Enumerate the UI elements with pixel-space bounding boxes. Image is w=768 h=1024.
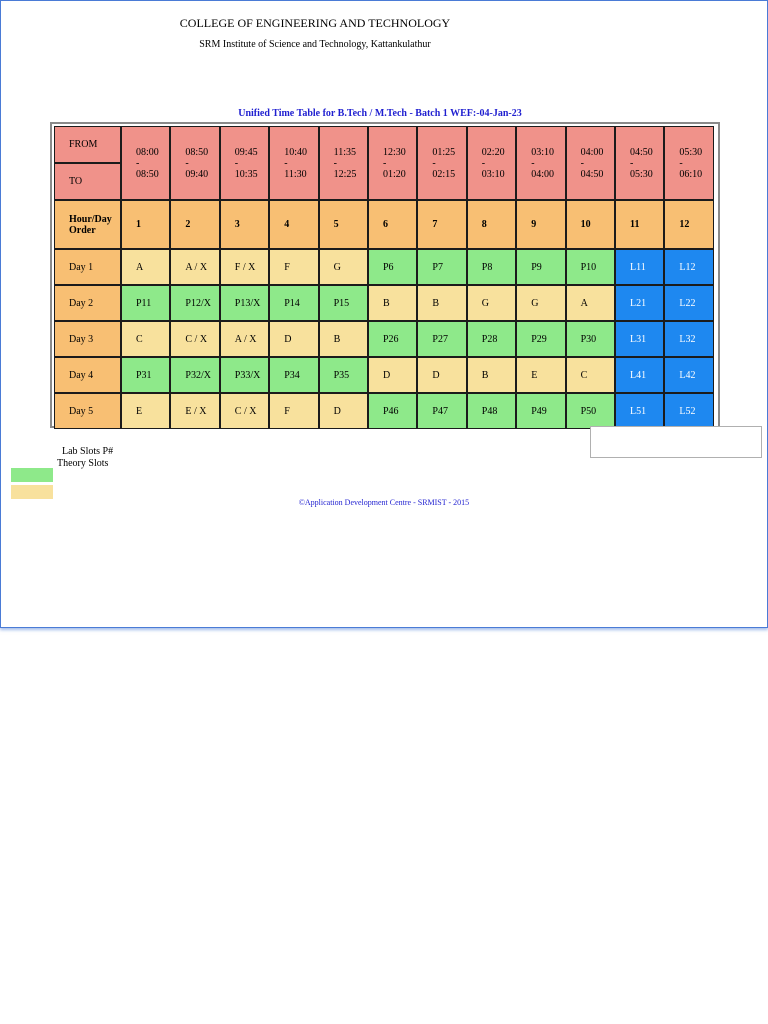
slot-code: P9 [531, 261, 542, 273]
time-dash: - [531, 157, 535, 169]
slot-code: P33/X [234, 369, 261, 381]
slot-code: P11 [136, 297, 152, 309]
slot-cell [170, 249, 219, 285]
slot-code: L31 [630, 333, 647, 345]
slot-code: P12/X [185, 297, 211, 309]
time-from: 08:50 [185, 146, 209, 158]
slot-cell [170, 285, 219, 321]
hour-number-cell [220, 200, 269, 249]
slot-cell [516, 285, 565, 321]
order-label-line2: Order [69, 224, 96, 236]
hour-number: 1 [136, 219, 141, 230]
legend-theory-swatch [11, 485, 53, 499]
hour-number-cell [319, 200, 368, 249]
slot-code: E / X [185, 405, 207, 417]
college-name: COLLEGE OF ENGINEERING AND TECHNOLOGY [179, 16, 451, 30]
slot-code: C / X [185, 333, 208, 345]
slot-cell [566, 285, 615, 321]
slot-cell [220, 321, 269, 357]
time-cell [417, 126, 466, 200]
slot-code: L32 [679, 333, 696, 345]
time-from: 05:30 [679, 146, 703, 158]
slot-cell [615, 357, 664, 393]
time-to: 04:50 [580, 168, 604, 180]
slot-cell [220, 249, 269, 285]
slot-code: D [383, 369, 391, 381]
slot-cell [615, 393, 664, 429]
slot-cell [121, 321, 170, 357]
time-cell [220, 126, 269, 200]
hour-number: 5 [333, 219, 339, 230]
slot-cell [664, 285, 713, 321]
time-from: 09:45 [234, 146, 258, 158]
time-from: 02:20 [481, 146, 505, 158]
slot-code: L21 [630, 297, 647, 309]
slot-cell [269, 357, 318, 393]
slot-code: A / X [185, 261, 208, 273]
time-from: 11:35 [333, 146, 357, 158]
slot-cell [566, 393, 615, 429]
to-label-cell [54, 163, 121, 200]
slot-cell [121, 393, 170, 429]
time-cell [615, 126, 664, 200]
day-label: Day 4 [69, 369, 94, 381]
time-to: 10:35 [234, 168, 258, 180]
slot-cell [615, 249, 664, 285]
time-dash: - [679, 157, 683, 169]
slot-cell [467, 357, 516, 393]
hour-number-cell [467, 200, 516, 249]
slot-code: P13/X [234, 297, 261, 309]
slot-code: P27 [432, 333, 448, 345]
hour-number-cell [566, 200, 615, 249]
slot-cell [467, 285, 516, 321]
from-label-cell [54, 126, 121, 163]
hour-number: 4 [284, 219, 290, 230]
empty-box [590, 426, 762, 458]
slot-code: G [481, 297, 490, 309]
slot-code: P8 [481, 261, 493, 273]
slot-cell [664, 249, 713, 285]
time-cell [516, 126, 565, 200]
time-from: 04:50 [630, 146, 653, 158]
time-cell [269, 126, 318, 200]
hour-number-cell [417, 200, 466, 249]
slot-code: L51 [630, 405, 647, 417]
slot-cell [467, 393, 516, 429]
slot-cell [516, 357, 565, 393]
slot-cell [368, 249, 417, 285]
slot-code: P26 [383, 333, 399, 345]
slot-code: E [531, 369, 538, 381]
hour-number: 9 [531, 219, 537, 230]
slot-cell [319, 393, 368, 429]
slot-cell [664, 393, 713, 429]
time-to: 04:00 [531, 168, 554, 180]
hour-number-cell [664, 200, 713, 249]
slot-code: A [136, 261, 144, 273]
slot-cell [170, 321, 219, 357]
slot-cell [220, 357, 269, 393]
slot-code: F [284, 261, 290, 273]
slot-code: L41 [630, 369, 647, 381]
time-cell [664, 126, 713, 200]
slot-cell [615, 321, 664, 357]
slot-cell [121, 357, 170, 393]
slot-cell [664, 357, 713, 393]
from-label: FROM [69, 139, 98, 150]
time-to: 09:40 [185, 168, 209, 180]
hour-number-cell [269, 200, 318, 249]
time-cell [467, 126, 516, 200]
slot-cell [269, 285, 318, 321]
slot-code: P49 [531, 405, 547, 417]
time-from: 04:00 [580, 146, 604, 158]
day-label-cell [54, 393, 121, 429]
time-from: 08:00 [136, 146, 159, 158]
slot-cell [368, 393, 417, 429]
slot-cell [417, 357, 466, 393]
day-label: Day 5 [69, 405, 94, 417]
time-to: 01:20 [383, 168, 406, 180]
slot-code: L52 [679, 405, 696, 417]
slot-code: L12 [679, 261, 696, 273]
slot-code: C [136, 333, 143, 345]
slot-code: P14 [284, 297, 300, 309]
day-label: Day 1 [69, 261, 94, 273]
slot-cell [368, 357, 417, 393]
slot-code: P30 [580, 333, 597, 345]
time-from: 10:40 [284, 146, 307, 158]
timetable-grid [50, 122, 720, 428]
slot-cell [319, 321, 368, 357]
time-dash: - [333, 157, 337, 169]
slot-cell [516, 393, 565, 429]
day-label-cell [54, 357, 121, 393]
time-to: 11:30 [284, 168, 307, 180]
hour-number-cell [368, 200, 417, 249]
time-from: 12:30 [383, 146, 406, 158]
time-cell [319, 126, 368, 200]
time-to: 06:10 [679, 168, 703, 180]
time-dash: - [481, 157, 486, 169]
slot-code: P28 [481, 333, 498, 345]
slot-code: P34 [284, 369, 300, 381]
timetable-title: Unified Time Table for B.Tech / M.Tech - Batch 1 WEF:-04-Jan-23 [238, 108, 522, 119]
time-to: 08:50 [136, 168, 159, 180]
time-cell [566, 126, 615, 200]
slot-cell [566, 357, 615, 393]
legend-lab-swatch [11, 468, 53, 482]
day-label-cell [54, 249, 121, 285]
hour-number-cell [170, 200, 219, 249]
time-from: 03:10 [531, 146, 554, 158]
slot-code: L22 [679, 297, 696, 309]
slot-code: P15 [333, 297, 350, 309]
slot-cell [170, 357, 219, 393]
slot-cell [220, 393, 269, 429]
slot-code: B [432, 297, 440, 309]
hour-number: 2 [185, 219, 191, 230]
slot-code: P29 [531, 333, 547, 345]
day-label-cell [54, 321, 121, 357]
slot-code: P10 [580, 261, 597, 273]
slot-cell [269, 249, 318, 285]
time-from: 01:25 [432, 146, 456, 158]
slot-cell [170, 393, 219, 429]
time-dash: - [284, 157, 288, 169]
slot-code: P35 [333, 369, 350, 381]
slot-cell [467, 321, 516, 357]
slot-code: P6 [383, 261, 394, 273]
slot-code: D [432, 369, 440, 381]
hour-number: 10 [580, 219, 591, 230]
time-cell [368, 126, 417, 200]
time-dash: - [234, 157, 239, 169]
slot-code: C / X [234, 405, 257, 417]
slot-code: P31 [136, 369, 152, 381]
slot-code: G [333, 261, 341, 273]
slot-code: A [580, 297, 588, 309]
time-dash: - [432, 157, 436, 169]
slot-code: E [136, 405, 143, 417]
order-label-line1: Hour/Day [69, 213, 112, 225]
slot-code: P46 [383, 405, 399, 417]
order-label-cell [54, 200, 121, 249]
slot-code: G [531, 297, 539, 309]
to-label: TO [69, 176, 83, 187]
slot-cell [516, 321, 565, 357]
hour-number: 3 [234, 219, 240, 230]
slot-cell [319, 285, 368, 321]
hour-number-cell [121, 200, 170, 249]
slot-cell [368, 321, 417, 357]
slot-cell [467, 249, 516, 285]
time-dash: - [136, 157, 140, 169]
slot-cell [417, 393, 466, 429]
slot-cell [121, 249, 170, 285]
hour-number: 11 [630, 219, 640, 230]
slot-code: B [481, 369, 489, 381]
time-to: 02:15 [432, 168, 456, 180]
time-to: 03:10 [481, 168, 505, 180]
slot-cell [417, 321, 466, 357]
slot-cell [417, 285, 466, 321]
slot-cell [516, 249, 565, 285]
time-dash: - [630, 157, 634, 169]
slot-cell [417, 249, 466, 285]
day-label: Day 2 [69, 297, 94, 309]
slot-cell [319, 357, 368, 393]
slot-code: P32/X [185, 369, 211, 381]
hour-number: 6 [383, 219, 388, 230]
time-cell [121, 126, 170, 200]
slot-code: F / X [234, 261, 256, 273]
slot-cell [664, 321, 713, 357]
slot-code: P48 [481, 405, 498, 417]
slot-cell [566, 249, 615, 285]
slot-cell [269, 321, 318, 357]
time-to: 12:25 [333, 168, 357, 180]
slot-code: P7 [432, 261, 443, 273]
slot-code: P47 [432, 405, 448, 417]
hour-number: 7 [432, 219, 438, 230]
slot-cell [220, 285, 269, 321]
slot-cell [566, 321, 615, 357]
hour-number-cell [516, 200, 565, 249]
time-dash: - [580, 157, 584, 169]
slot-code: A / X [234, 333, 257, 345]
day-label: Day 3 [69, 333, 94, 345]
slot-code: C [580, 369, 588, 381]
slot-code: L11 [630, 261, 646, 273]
slot-cell [121, 285, 170, 321]
slot-cell [615, 285, 664, 321]
day-label-cell [54, 285, 121, 321]
slot-code: P50 [580, 405, 597, 417]
slot-code: L42 [679, 369, 696, 381]
time-dash: - [185, 157, 189, 169]
legend-theory-label: Theory Slots [57, 458, 109, 469]
slot-cell [269, 393, 318, 429]
hour-number: 12 [679, 219, 690, 230]
time-cell [170, 126, 219, 200]
time-dash: - [383, 157, 387, 169]
slot-cell [319, 249, 368, 285]
institute-name: SRM Institute of Science and Technology, Kattankulathur [199, 39, 431, 50]
slot-code: D [284, 333, 292, 345]
slot-code: D [333, 405, 341, 417]
hour-number-cell [615, 200, 664, 249]
slot-code: B [383, 297, 390, 309]
slot-code: B [333, 333, 341, 345]
footer-credit: ©Application Development Centre - SRMIST - 2015 [298, 498, 470, 507]
slot-code: F [284, 405, 290, 417]
time-to: 05:30 [630, 168, 653, 180]
legend-lab-label: Lab Slots P# [62, 446, 114, 457]
hour-number: 8 [481, 219, 487, 230]
slot-cell [368, 285, 417, 321]
